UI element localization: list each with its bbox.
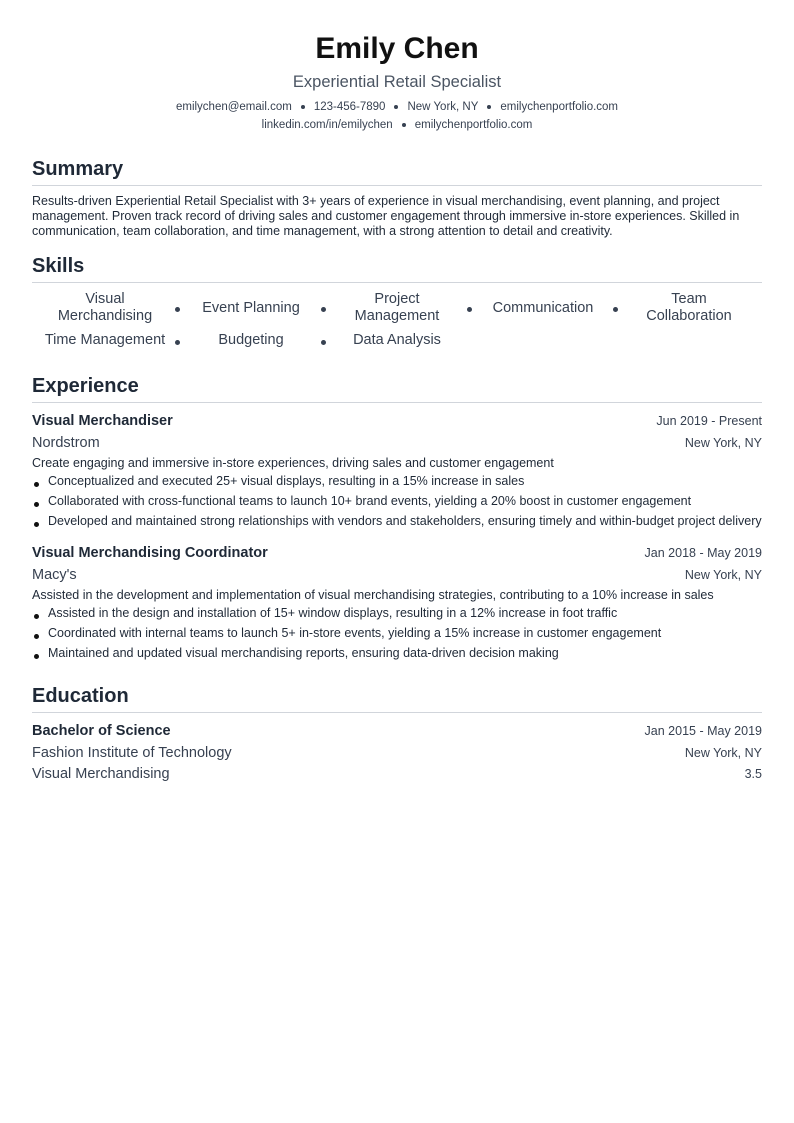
job-bullet: Conceptualized and executed 25+ visual displays, resulting in a 15% increase in sales [32, 474, 762, 489]
education-location: New York, NY [684, 746, 762, 760]
job-bullets [32, 606, 762, 661]
contact-location: New York, NY [407, 101, 479, 113]
contact-line-secondary [32, 117, 762, 133]
education-degree: Bachelor of Science [32, 723, 171, 739]
job-description: Create engaging and immersive in-store experiences, driving sales and customer engagement [32, 456, 554, 470]
job-company: Nordstrom [32, 435, 100, 451]
job-bullet: Coordinated with internal teams to launch 5+ in-store events, yielding a 15% increase in customer engagement [32, 626, 762, 641]
skill-item: Data Analysis [324, 327, 470, 354]
section-title-summary: Summary [32, 158, 124, 180]
separator-dot-icon [487, 105, 491, 109]
section-divider [32, 402, 762, 403]
summary-text: Results-driven Experiential Retail Specialist with 3+ years of experience in visual merchandising, event planning, and project management. Proven track record of driving sales and customer engagement through immersive in-store experiences. Skilled in communication, team collaboration, and time management, with a strong attention to detail and creativity. [32, 194, 740, 238]
separator-dot-icon [301, 105, 305, 109]
skill-item: Visual Merchandising [57, 291, 153, 324]
job-bullet: Maintained and updated visual merchandising reports, ensuring data-driven decision making [32, 646, 762, 661]
education-gpa: 3.5 [744, 767, 762, 781]
skill-item: Event Planning [178, 291, 324, 325]
job-entry [32, 412, 762, 529]
contact-linkedin-link[interactable]: linkedin.com/in/emilychen [261, 119, 393, 131]
contact-phone[interactable]: 123-456-7890 [313, 101, 386, 113]
resume-header [32, 0, 762, 133]
job-description: Assisted in the development and implementation of visual merchandising strategies, contributing to a 10% increase in sales [32, 588, 714, 602]
education-dates: Jan 2015 - May 2019 [644, 724, 762, 738]
section-divider [32, 712, 762, 713]
summary-section [32, 156, 762, 239]
education-school: Fashion Institute of Technology [32, 745, 232, 761]
job-bullet: Collaborated with cross-functional teams to launch 10+ brand events, yielding a 20% boost in customer engagement [32, 494, 762, 509]
section-title-education: Education [32, 685, 129, 707]
job-title: Visual Merchandiser [32, 413, 173, 429]
section-divider [32, 185, 762, 186]
candidate-role: Experiential Retail Specialist [292, 73, 502, 91]
separator-dot-icon [394, 105, 398, 109]
job-dates: Jun 2019 - Present [656, 414, 762, 428]
section-divider [32, 282, 762, 283]
job-location: New York, NY [684, 568, 762, 582]
skill-item: Time Management [44, 332, 166, 348]
skill-item: Communication [470, 291, 616, 325]
education-entry [32, 722, 762, 785]
job-bullets [32, 474, 762, 529]
contact-line-primary [32, 99, 762, 115]
job-company: Macy's [32, 567, 77, 583]
section-title-skills: Skills [32, 255, 85, 277]
contact-portfolio-link[interactable]: emilychenportfolio.com [500, 101, 619, 113]
job-title: Visual Merchandising Coordinator [32, 545, 268, 561]
job-bullet: Developed and maintained strong relationships with vendors and stakeholders, ensuring timely and within-budget project delivery [32, 514, 762, 529]
skill-item: Budgeting [178, 327, 324, 354]
skills-grid [32, 291, 762, 354]
job-dates: Jan 2018 - May 2019 [644, 546, 762, 560]
experience-section [32, 373, 762, 661]
contact-portfolio-link-2[interactable]: emilychenportfolio.com [414, 119, 533, 131]
education-field: Visual Merchandising [32, 766, 170, 782]
skill-item: Team Collaboration [616, 291, 762, 325]
contact-email[interactable]: emilychen@email.com [175, 101, 292, 113]
education-section [32, 683, 762, 785]
job-location: New York, NY [684, 436, 762, 450]
skill-item: Project Management [324, 291, 470, 325]
section-title-experience: Experience [32, 375, 139, 397]
job-entry [32, 544, 762, 661]
skills-section [32, 253, 762, 354]
candidate-name: Emily Chen [315, 32, 479, 65]
job-bullet: Assisted in the design and installation of 15+ window displays, resulting in a 12% increase in foot traffic [32, 606, 762, 621]
separator-dot-icon [402, 123, 406, 127]
